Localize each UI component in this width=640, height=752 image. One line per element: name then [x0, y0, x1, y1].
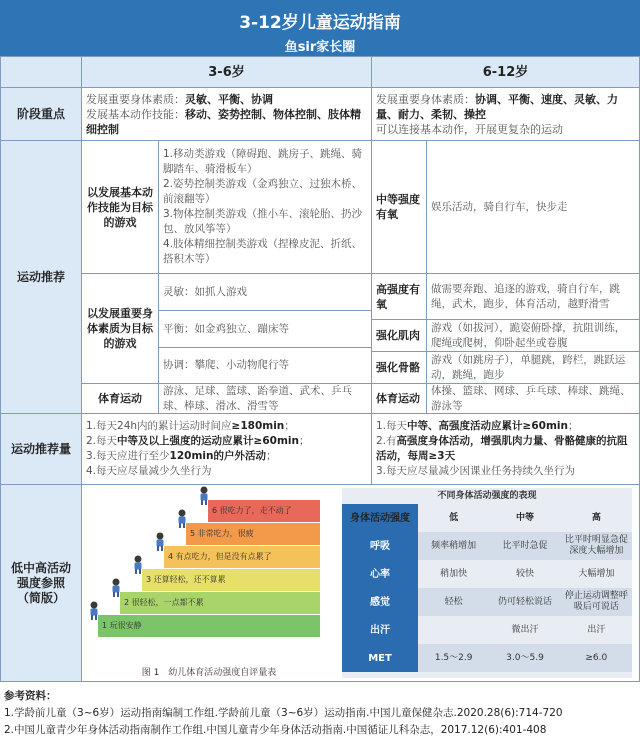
amount-right-item: 3.每天应尽量减少因课业任务持续久坐行为 — [376, 465, 576, 477]
stage-left-pre1: 发展重要身体素质： — [86, 92, 185, 106]
ladder-step: 4 有点吃力，但是没有点累了 — [164, 546, 320, 568]
right-rec-text-bone: 游戏（如跳房子），单腿跳，跨栏，跳跃运动，跳绳，跑步 — [426, 351, 640, 384]
references — [0, 684, 640, 743]
quality-item-coordination: 协调：攀爬、小动物爬行等 — [158, 347, 372, 384]
figure-caption: 图 1 幼儿体育活动强度自评量表 — [141, 668, 277, 678]
basic-item: 2.姿势控制类游戏（金鸡独立、过独木桥、前滚翻等） — [163, 178, 363, 205]
column-header-6-12: 6-12岁 — [371, 56, 640, 88]
right-rec-label-sport: 体育运动 — [371, 383, 427, 414]
intensity-table-row: MET 1.5～2.9 3.0～5.9 ≥6.0 — [342, 644, 632, 672]
child-figure-icon — [88, 601, 100, 621]
ladder-step: 2 很轻松，一点都不累 — [120, 592, 320, 614]
ladder-step: 3 还算轻松，还不算累 — [142, 569, 320, 591]
basic-item: 4.肢体精细控制类游戏（捏橡皮泥、折纸、搭积木等） — [163, 238, 363, 265]
stage-right-pre1: 发展重要身体素质： — [376, 92, 475, 106]
row-label-intensity: 低中高活动强度参照（简版） — [0, 484, 82, 682]
ladder-step: 5 非常吃力，很疲 — [186, 523, 320, 545]
header — [0, 0, 640, 56]
ladder-step: 6 很吃力了，走不动了 — [208, 500, 320, 522]
reference-item: 1.学龄前儿童（3~6岁）运动指南编制工作组.学龄前儿童（3~6岁）运动指南.中国儿童保健杂志.2020.28(6):714-720 — [4, 707, 563, 719]
basic-item: 3.物体控制类游戏（推小车、滚轮胎、扔沙包、放风筝等） — [163, 208, 363, 235]
page-subtitle: 鱼sir家长圈 — [284, 40, 356, 55]
child-figure-icon — [198, 486, 210, 506]
left-sport-label: 体育运动 — [81, 383, 159, 414]
intensity-table-row: 呼吸 频率稍增加 比平时急促 比平时明显急促深度大幅增加 — [342, 532, 632, 560]
amount-right — [371, 413, 640, 485]
amount-left-item: 3.每天应进行至少120min的户外活动； — [86, 450, 277, 462]
row-label-amount: 运动推荐量 — [0, 413, 82, 485]
right-rec-text-sport: 体操、篮球、网球、乒乓球、棒球、跳绳、游泳等 — [426, 383, 640, 414]
quality-item-agility: 灵敏：如抓人游戏 — [158, 273, 372, 311]
stage-right-line2: 可以连接基本动作，开展更复杂的运动 — [376, 122, 563, 136]
right-rec-label-bone: 强化骨骼 — [371, 351, 427, 384]
stage-right — [371, 87, 640, 141]
right-rec-label-muscle: 强化肌肉 — [371, 319, 427, 352]
column-header-3-6: 3-6岁 — [81, 56, 372, 88]
amount-left-item: 4.每天应尽量减少久坐行为 — [86, 465, 212, 477]
quality-label: 以发展重要身体素质为目标的游戏 — [81, 273, 159, 384]
amount-left — [81, 413, 372, 485]
intensity-table — [342, 488, 632, 678]
stage-left-bold1: 灵敏、平衡、协调 — [185, 92, 273, 106]
row-label-stage: 阶段重点 — [0, 87, 82, 141]
child-figure-icon — [176, 509, 188, 529]
basic-item: 1.移动类游戏（障碍跑、跳房子、跳绳、骑脚踏车、骑滑板车） — [163, 148, 363, 175]
basic-skill-label: 以发展基本动作技能为目标的游戏 — [81, 140, 159, 274]
intensity-table-row: 感觉 轻松 仍可轻松说话 停止运动调整呼吸后可说话 — [342, 588, 632, 616]
right-rec-label-moderate: 中等强度有氧 — [371, 140, 427, 274]
stage-right-bold1: 协调、平衡、速度、灵敏、力量、耐力、柔韧、操控 — [376, 92, 618, 121]
reference-item: 2.中国儿童青少年身体活动指南制作工作组.中国儿童青少年身体活动指南.中国循证儿科杂志，2017.12(6):401-408 — [4, 724, 547, 736]
basic-skill-list — [158, 140, 372, 274]
right-rec-text-vigorous: 做需要奔跑、追逐的游戏，骑自行车，跳绳，武术，跑步，体育活动，越野滑雪 — [426, 273, 640, 320]
ladder-step: 1 玩很安静 — [98, 615, 320, 637]
corner-cell — [0, 56, 82, 88]
right-rec-text-muscle: 游戏（如拔河），跪姿俯卧撑，抗阻训练，爬绳或爬树，仰卧起坐或卷腹 — [426, 319, 640, 352]
right-rec-label-vigorous: 高强度有氧 — [371, 273, 427, 320]
page-title: 3-12岁儿童运动指南 — [239, 13, 401, 33]
intensity-table-header: 身体活动强度 低 中等 高 — [342, 504, 632, 532]
child-figure-icon — [110, 578, 122, 598]
child-figure-icon — [154, 532, 166, 552]
child-figure-icon — [132, 555, 144, 575]
intensity-table-title: 不同身体活动强度的表现 — [437, 491, 537, 501]
stage-left-bold2: 移动、姿势控制、物体控制、肢体精细控制 — [86, 107, 361, 136]
stage-left-pre2: 发展基本动作技能： — [86, 107, 185, 121]
amount-left-item: 2.每天中等及以上强度的运动应累计≥60min； — [86, 435, 310, 447]
quality-item-balance: 平衡：如金鸡独立、蹦床等 — [158, 310, 372, 348]
right-rec-text-moderate: 娱乐活动，骑自行车，快步走 — [426, 140, 640, 274]
amount-right-item: 1.每天中等、高强度活动应累计≥60min； — [376, 420, 579, 432]
amount-left-item: 1.每天24h内的累计运动时间应≥180min； — [86, 420, 295, 432]
amount-right-item: 2.有高强度身体活动，增强肌肉力量、骨骼健康的抗阻活动，每周≥3天 — [376, 435, 628, 462]
intensity-table-row: 出汗 微出汗 出汗 — [342, 616, 632, 644]
row-label-recommend: 运动推荐 — [0, 140, 82, 414]
references-title: 参考资料： — [4, 690, 57, 702]
intensity-ladder-figure — [84, 488, 334, 678]
intensity-table-row: 心率 稍加快 较快 大幅增加 — [342, 560, 632, 588]
stage-left — [81, 87, 372, 141]
left-sport-text: 游泳、足球、篮球、跆拳道、武术、乒乓球、棒球、滑冰、滑雪等 — [158, 383, 372, 414]
